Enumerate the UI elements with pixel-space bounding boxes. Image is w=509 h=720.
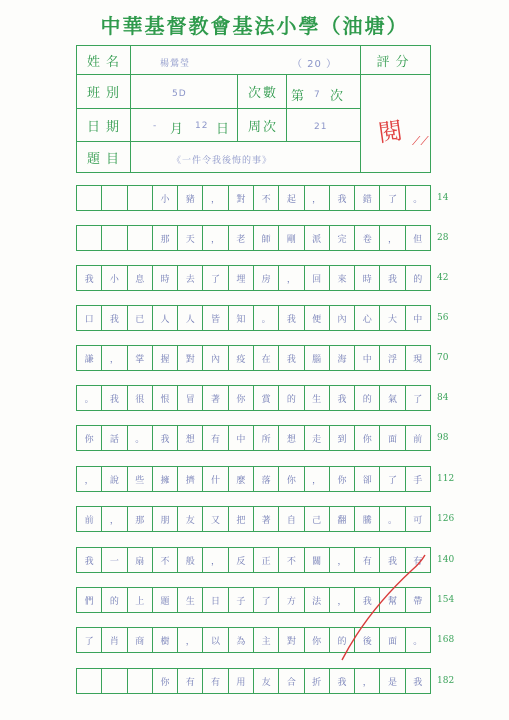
grid-cell: 麼 xyxy=(229,467,254,491)
line-number: 140 xyxy=(437,555,455,565)
grid-cell: 人 xyxy=(178,306,203,330)
grid-cell: ， xyxy=(279,266,304,290)
grid-cell: 我 xyxy=(413,677,423,688)
grid-cell: 卷 xyxy=(355,226,380,250)
grid-cell: 上 xyxy=(128,588,153,612)
grid-cell: 我 xyxy=(380,548,405,572)
grid-cell: 我 xyxy=(153,426,178,450)
grid-cell: 有 xyxy=(178,669,203,693)
line-number: 168 xyxy=(437,635,455,645)
grid-row xyxy=(76,225,431,251)
grid-cell: ， xyxy=(355,669,380,693)
grid-cell: 己 xyxy=(305,507,330,531)
class-value: 5D xyxy=(172,89,187,99)
grid-cell: 時 xyxy=(153,266,178,290)
grid-cell: 又 xyxy=(203,507,228,531)
grid-cell: 小 xyxy=(153,186,178,210)
grid-cell: 面 xyxy=(380,426,405,450)
grid-cell: 著 xyxy=(203,386,228,410)
grid-cell: 我 xyxy=(77,548,102,572)
grid-cell xyxy=(77,186,102,210)
grid-cell: 什 xyxy=(203,467,228,491)
grid-row xyxy=(76,185,431,211)
student-name: 楊鶯瑩 xyxy=(160,59,191,69)
grid-cell: 友 xyxy=(178,507,203,531)
week-label-cell xyxy=(237,108,287,142)
grid-cell: 想 xyxy=(178,426,203,450)
grid-cell: 現 xyxy=(413,354,423,365)
grid-cell: 前 xyxy=(413,434,423,445)
grader-scribble: ⟋⟋ xyxy=(412,134,429,148)
grid-cell: 疫 xyxy=(229,346,254,370)
grid-cell: 可 xyxy=(413,515,423,526)
grid-cell: 人 xyxy=(153,306,178,330)
grid-cell: ， xyxy=(305,467,330,491)
grid-cell: ， xyxy=(330,588,355,612)
name-label: 姓名 xyxy=(87,54,126,70)
grid-cell xyxy=(128,669,153,693)
grid-row xyxy=(76,506,431,532)
grid-row xyxy=(76,547,431,573)
date-month-value: - xyxy=(153,121,158,131)
grid-cell: 折 xyxy=(305,669,330,693)
grid-row xyxy=(76,627,431,653)
grid-cell: ， xyxy=(102,507,127,531)
date-day-value: 12 xyxy=(195,121,209,131)
grid-cell: 般 xyxy=(178,548,203,572)
grid-cell: 。 xyxy=(128,426,153,450)
times-suffix: 次 xyxy=(330,89,344,104)
grid-cell: 浮 xyxy=(380,346,405,370)
grid-cell: 主 xyxy=(254,628,279,652)
grid-cell: 扇 xyxy=(128,548,153,572)
grader-mark: 閱 xyxy=(376,116,405,148)
school-title: 中華基督教會基法小學（油塘） xyxy=(100,14,409,38)
grid-cell: 房 xyxy=(254,266,279,290)
grid-cell: ， xyxy=(102,346,127,370)
grid-cell: 肖 xyxy=(102,628,127,652)
grid-cell: 擠 xyxy=(178,467,203,491)
grid-cell: 氣 xyxy=(380,386,405,410)
grid-cell: ， xyxy=(203,186,228,210)
grid-cell: 幫 xyxy=(380,588,405,612)
grid-cell: 在 xyxy=(254,346,279,370)
grid-cell: 騰 xyxy=(355,507,380,531)
grid-cell: 翻 xyxy=(330,507,355,531)
grid-cell: ， xyxy=(178,628,203,652)
grid-cell: 題 xyxy=(153,588,178,612)
grid-cell: 那 xyxy=(128,507,153,531)
grid-cell: 那 xyxy=(153,226,178,250)
grid-cell: 你 xyxy=(279,467,304,491)
grid-cell: 。 xyxy=(380,507,405,531)
grid-cell: 腦 xyxy=(305,346,330,370)
line-number: 84 xyxy=(437,393,449,403)
grid-row xyxy=(76,668,431,694)
line-number: 56 xyxy=(437,313,449,323)
times-prefix: 第 xyxy=(291,89,305,104)
grid-cell: 。 xyxy=(413,194,423,205)
grid-cell: 我 xyxy=(279,306,304,330)
date-day-label: 日 xyxy=(216,122,230,137)
grid-cell: 我 xyxy=(279,346,304,370)
grid-cell xyxy=(102,186,127,210)
grid-cell: 後 xyxy=(355,628,380,652)
week-value: 21 xyxy=(314,122,328,132)
grid-cell: 落 xyxy=(254,467,279,491)
grid-cell: 內 xyxy=(203,346,228,370)
class-label: 班別 xyxy=(87,86,126,101)
week-label: 周次 xyxy=(248,119,279,135)
grid-cell: ， xyxy=(203,226,228,250)
times-number: 7 xyxy=(314,90,321,100)
grid-cell: 合 xyxy=(279,669,304,693)
grid-cell: 生 xyxy=(305,386,330,410)
grid-cell: 小 xyxy=(102,266,127,290)
grid-cell: 你 xyxy=(229,386,254,410)
grid-cell: 想 xyxy=(279,426,304,450)
grid-cell: 樹 xyxy=(153,628,178,652)
grid-cell: 派 xyxy=(305,226,330,250)
grid-cell: 。 xyxy=(254,306,279,330)
grid-cell: 日 xyxy=(203,588,228,612)
grid-cell: 掌 xyxy=(128,346,153,370)
grid-cell: 我 xyxy=(102,306,127,330)
grid-cell: 有 xyxy=(355,548,380,572)
grid-cell: 來 xyxy=(330,266,355,290)
grid-cell: 對 xyxy=(178,346,203,370)
grid-cell: 所 xyxy=(254,426,279,450)
grid-cell: 的 xyxy=(355,386,380,410)
line-number: 42 xyxy=(437,273,449,283)
line-number: 112 xyxy=(437,474,455,484)
line-number: 14 xyxy=(437,193,449,203)
grid-cell: 時 xyxy=(355,266,380,290)
date-label-cell xyxy=(76,108,131,142)
grid-cell: 起 xyxy=(279,186,304,210)
class-label-cell xyxy=(76,74,131,109)
grid-row xyxy=(76,466,431,492)
line-number: 126 xyxy=(437,514,455,524)
grid-cell: 。 xyxy=(413,636,423,647)
line-number: 182 xyxy=(437,676,455,686)
name-label-cell xyxy=(76,45,131,75)
grid-cell: 了 xyxy=(77,628,102,652)
grid-row xyxy=(76,265,431,291)
grid-cell: 法 xyxy=(305,588,330,612)
grid-cell: 到 xyxy=(330,426,355,450)
grid-cell: 冒 xyxy=(178,386,203,410)
grid-cell: ， xyxy=(330,548,355,572)
grid-cell: 內 xyxy=(330,306,355,330)
grid-cell: 知 xyxy=(229,306,254,330)
grid-cell: 中 xyxy=(413,314,423,325)
topic-label: 題目 xyxy=(87,151,126,167)
grid-cell: 但 xyxy=(413,234,423,245)
grid-cell: 自 xyxy=(279,507,304,531)
grid-cell: 反 xyxy=(229,548,254,572)
grid-cell: 手 xyxy=(413,475,423,486)
grid-cell: 我 xyxy=(77,266,102,290)
grid-cell: 天 xyxy=(178,226,203,250)
grid-cell: 我 xyxy=(380,266,405,290)
grid-cell: 話 xyxy=(102,426,127,450)
grid-cell xyxy=(102,669,127,693)
grid-cell: 的 xyxy=(330,628,355,652)
grid-cell: 你 xyxy=(355,426,380,450)
times-label: 次數 xyxy=(248,86,279,101)
grid-cell: 了 xyxy=(380,467,405,491)
grid-cell: 中 xyxy=(355,346,380,370)
grid-cell: 正 xyxy=(254,548,279,572)
times-label-cell xyxy=(237,74,287,109)
grid-cell: 恨 xyxy=(153,386,178,410)
grid-cell: 我 xyxy=(330,386,355,410)
grid-cell: 不 xyxy=(279,548,304,572)
grid-cell: 回 xyxy=(305,266,330,290)
grid-cell: ， xyxy=(77,467,102,491)
grid-cell: 友 xyxy=(254,669,279,693)
grid-cell: 說 xyxy=(102,467,127,491)
grid-cell: 關 xyxy=(305,548,330,572)
student-number: （ 20 ） xyxy=(292,59,338,70)
grid-cell: 便 xyxy=(305,306,330,330)
date-label: 日期 xyxy=(87,119,126,135)
grid-cell: 走 xyxy=(305,426,330,450)
grid-cell: 擁 xyxy=(153,467,178,491)
grid-cell: 了 xyxy=(380,186,405,210)
line-number: 28 xyxy=(437,233,449,243)
grid-cell: 我 xyxy=(330,669,355,693)
grid-cell xyxy=(77,226,102,250)
grid-cell: 剛 xyxy=(279,226,304,250)
grid-cell xyxy=(77,669,102,693)
grid-cell: 你 xyxy=(330,467,355,491)
grid-cell xyxy=(128,226,153,250)
grid-cell: 對 xyxy=(229,186,254,210)
grid-cell: 口 xyxy=(77,306,102,330)
grid-cell: 握 xyxy=(153,346,178,370)
grid-cell: 把 xyxy=(229,507,254,531)
grid-cell: 方 xyxy=(279,588,304,612)
grid-cell: 是 xyxy=(380,669,405,693)
grid-cell: 你 xyxy=(305,628,330,652)
score-label-cell xyxy=(360,45,431,75)
grid-cell: 著 xyxy=(254,507,279,531)
grid-cell: 卻 xyxy=(355,467,380,491)
grid-cell: 心 xyxy=(355,306,380,330)
grid-cell: 的 xyxy=(279,386,304,410)
grid-cell: 生 xyxy=(178,588,203,612)
grid-cell: 你 xyxy=(153,669,178,693)
grid-cell: 我 xyxy=(102,386,127,410)
grid-cell: 有 xyxy=(413,556,423,567)
grid-row xyxy=(76,345,431,371)
grid-cell: 前 xyxy=(77,507,102,531)
grid-cell: 朋 xyxy=(153,507,178,531)
grid-cell: 埋 xyxy=(229,266,254,290)
grid-row xyxy=(76,425,431,451)
grid-cell: 對 xyxy=(279,628,304,652)
grid-cell: 海 xyxy=(330,346,355,370)
grid-cell: 完 xyxy=(330,226,355,250)
grid-cell: 了 xyxy=(203,266,228,290)
grid-cell: 不 xyxy=(153,548,178,572)
line-number: 154 xyxy=(437,595,455,605)
topic-value: 《一件令我後悔的事》 xyxy=(172,156,273,166)
grid-cell: 一 xyxy=(102,548,127,572)
grid-cell: 不 xyxy=(254,186,279,210)
grid-cell: 子 xyxy=(229,588,254,612)
grid-cell: 的 xyxy=(102,588,127,612)
topic-label-cell xyxy=(76,141,131,173)
grid-cell: 賞 xyxy=(254,386,279,410)
grid-cell: ， xyxy=(305,186,330,210)
grid-cell: 很 xyxy=(128,386,153,410)
grid-cell: 用 xyxy=(229,669,254,693)
grid-cell: 面 xyxy=(380,628,405,652)
grid-cell: 以 xyxy=(203,628,228,652)
grid-cell: 謙 xyxy=(77,346,102,370)
grid-cell: 們 xyxy=(77,588,102,612)
grid-cell: 豬 xyxy=(178,186,203,210)
grid-row xyxy=(76,587,431,613)
score-label: 評分 xyxy=(376,54,415,70)
grid-cell: ， xyxy=(203,548,228,572)
grid-cell: 你 xyxy=(77,426,102,450)
grid-cell: 的 xyxy=(413,274,423,285)
grid-cell: 。 xyxy=(77,386,102,410)
grid-cell: 些 xyxy=(128,467,153,491)
grid-cell: 皆 xyxy=(203,306,228,330)
grid-cell: 老 xyxy=(229,226,254,250)
grid-cell xyxy=(128,186,153,210)
grid-cell: ， xyxy=(380,226,405,250)
grid-cell: 已 xyxy=(128,306,153,330)
grid-cell: 為 xyxy=(229,628,254,652)
grid-cell: 帶 xyxy=(413,596,423,607)
line-number: 98 xyxy=(437,433,449,443)
grid-cell: 我 xyxy=(355,588,380,612)
grid-cell: 有 xyxy=(203,426,228,450)
grid-cell: 中 xyxy=(229,426,254,450)
grid-cell: 了 xyxy=(413,394,423,405)
grid-cell: 我 xyxy=(330,186,355,210)
grid-cell xyxy=(102,226,127,250)
grid-cell: 去 xyxy=(178,266,203,290)
grid-cell: 了 xyxy=(254,588,279,612)
grid-cell: 大 xyxy=(380,306,405,330)
grid-row xyxy=(76,385,431,411)
grid-cell: 有 xyxy=(203,669,228,693)
grid-row xyxy=(76,305,431,331)
grid-cell: 息 xyxy=(128,266,153,290)
grid-cell: 商 xyxy=(128,628,153,652)
grid-cell: 錯 xyxy=(355,186,380,210)
date-month-label: 月 xyxy=(170,122,184,137)
line-number: 70 xyxy=(437,353,449,363)
grid-cell: 師 xyxy=(254,226,279,250)
